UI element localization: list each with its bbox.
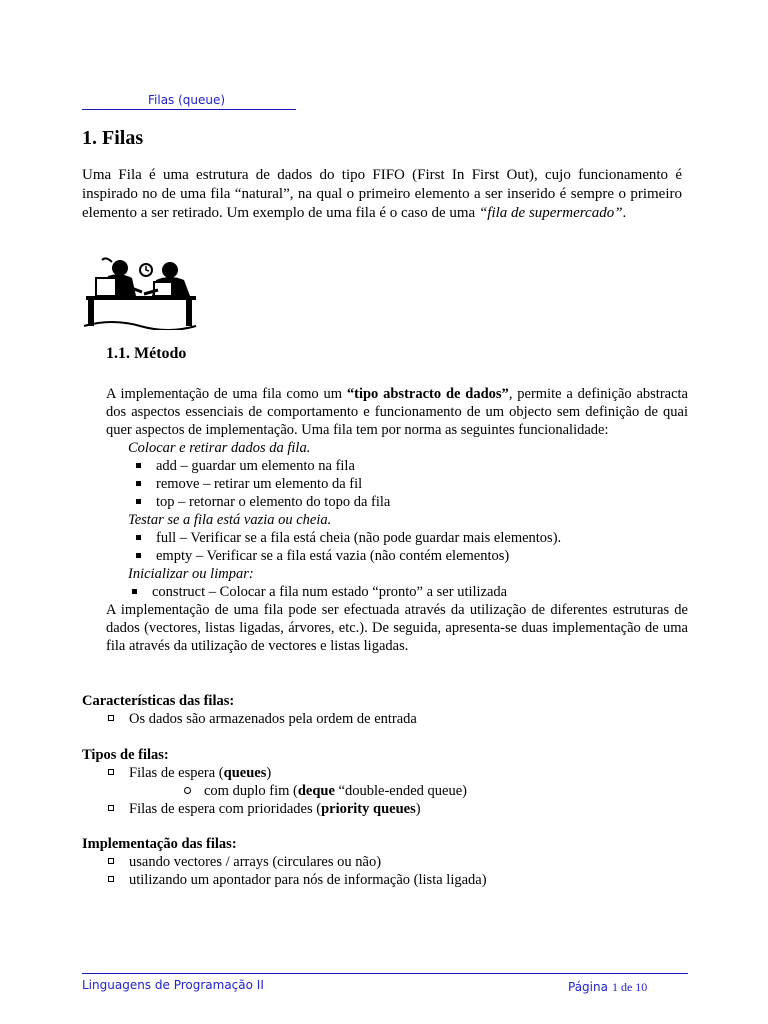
- list-item: [156, 529, 688, 547]
- heading-metodo: 1.1. Método: [106, 345, 187, 362]
- list-item-text: “double-ended queue): [334, 783, 467, 799]
- tipos-list: [82, 764, 682, 818]
- header-title: Filas (queue): [148, 93, 226, 107]
- footer-divider: [82, 973, 688, 974]
- square-bullet-icon: [136, 463, 141, 468]
- list-item-text: add – guardar um elemento na fila: [156, 458, 355, 474]
- method-text: , permite a definição abstracta dos aspectos essenciais de comportamento e funcionamento de um objecto sem definição de quai quer aspectos de implementação. Uma fila tem por norma as seguintes funcionalidade:: [106, 386, 688, 438]
- list-item: [152, 583, 688, 601]
- intro-italic: “fila de supermercado”: [478, 205, 623, 221]
- square-bullet-icon: [136, 553, 141, 558]
- list-item-text: remove – retirar um elemento da fil: [156, 476, 363, 492]
- list-item: [204, 782, 682, 800]
- list-item-bold: priority queues: [321, 801, 416, 817]
- list-item-text: full – Verificar se a fila está cheia (não pode guardar mais elementos).: [156, 530, 562, 546]
- square-bullet-icon: [136, 481, 141, 486]
- list-item-bold: queues: [223, 765, 267, 781]
- list-item-text: Filas de espera (: [129, 765, 224, 781]
- method-text: A implementação de uma fila como um: [106, 386, 347, 402]
- method-bold: “tipo abstracto de dados”: [346, 386, 509, 402]
- list-item: [156, 457, 688, 475]
- group-testar: Testar se a fila está vazia ou cheia.: [128, 512, 332, 528]
- checkbox-bullet-icon: [108, 858, 114, 864]
- square-bullet-icon: [132, 589, 137, 594]
- heading-filas: 1. Filas: [82, 127, 144, 149]
- list-item: [129, 710, 682, 728]
- caracteristicas-list: [82, 710, 682, 728]
- group-inicializar: Inicializar ou limpar:: [128, 566, 254, 582]
- implementacao-list: [82, 853, 682, 889]
- group3-list: [106, 583, 688, 601]
- method-paragraph-1: [106, 385, 688, 439]
- group-colocar-retirar: Colocar e retirar dados da fila.: [128, 440, 311, 456]
- list-item-text: utilizando um apontador para nós de informação (lista ligada): [129, 872, 487, 888]
- list-item: [156, 475, 688, 493]
- list-item-text: construct – Colocar a fila num estado “pronto” a ser utilizada: [152, 584, 508, 600]
- group2-list: [106, 529, 688, 565]
- list-item-text: Os dados são armazenados pela ordem de entrada: [129, 711, 417, 727]
- footer-page-number: [568, 978, 647, 996]
- group1-list: [106, 457, 688, 511]
- checkbox-bullet-icon: [108, 715, 114, 721]
- list-item-text: empty – Verificar se a fila está vazia (não contém elementos): [156, 548, 510, 564]
- list-item: [129, 764, 682, 782]
- method-section: [106, 385, 688, 655]
- page-count: 1 de 10: [611, 980, 648, 994]
- footer-course-title: Linguagens de Programação II: [82, 978, 264, 992]
- implementacao-title: Implementação das filas:: [82, 836, 237, 852]
- method-paragraph-2: A implementação de uma fila pode ser efectuada através da utilização de diferentes estruturas de dados (vectores, listas ligadas, árvores, etc.). De seguida, apresenta-se duas implementação de uma fila através da utilização de vectores e listas ligadas.: [106, 602, 688, 654]
- caracteristicas-section: [82, 692, 682, 728]
- list-item: [156, 547, 688, 565]
- list-item-bold: deque: [297, 783, 335, 799]
- list-item-text: usando vectores / arrays (circulares ou não): [129, 854, 382, 870]
- list-item-text: com duplo fim (: [204, 783, 298, 799]
- square-bullet-icon: [136, 499, 141, 504]
- caracteristicas-title: Características das filas:: [82, 693, 235, 709]
- list-item: [156, 493, 688, 511]
- tipos-title: Tipos de filas:: [82, 747, 169, 763]
- tipos-section: [82, 746, 682, 818]
- list-item-text: Filas de espera com prioridades (: [129, 801, 322, 817]
- intro-text: Uma Fila é uma estrutura de dados do tipo FIFO (First In First Out), cujo funcionamento é inspirado no de uma fila “natural”, na qual o primeiro elemento a ser inserido é sempre o primeiro elemento a ser retirado. Um exemplo de uma fila é o caso de uma: [82, 167, 682, 221]
- intro-end: .: [622, 205, 627, 221]
- list-item: [129, 853, 682, 871]
- list-item: [129, 800, 682, 818]
- people-at-desk-icon: [82, 256, 200, 330]
- implementacao-section: [82, 835, 682, 889]
- page-header: [82, 93, 296, 110]
- checkbox-bullet-icon: [108, 805, 114, 811]
- square-bullet-icon: [136, 535, 141, 540]
- intro-paragraph: [82, 166, 682, 223]
- list-item-text: ): [266, 765, 272, 781]
- checkbox-bullet-icon: [108, 769, 114, 775]
- list-item-text: ): [415, 801, 421, 817]
- page-label: Página: [568, 980, 608, 994]
- list-item: [129, 871, 682, 889]
- list-item-text: top – retornar o elemento do topo da fila: [156, 494, 391, 510]
- checkbox-bullet-icon: [108, 876, 114, 882]
- circle-bullet-icon: [184, 787, 191, 794]
